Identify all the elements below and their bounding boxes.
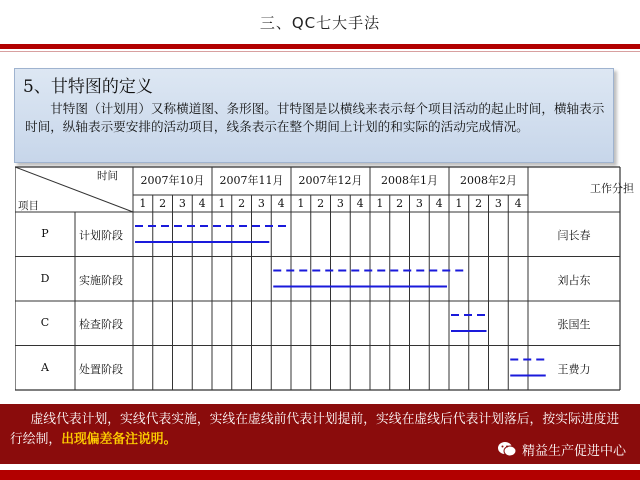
row-code-C: C [40, 316, 50, 330]
bottom-divider [0, 470, 640, 480]
month-label: 2007年10月 [140, 174, 205, 187]
definition-box [14, 68, 614, 163]
week-label: 2 [317, 197, 325, 210]
week-label: 1 [139, 197, 147, 210]
row-phase-label: 实施阶段 [79, 273, 123, 287]
week-label: 4 [356, 197, 364, 210]
week-label: 1 [376, 197, 384, 210]
note-body: 虚线代表计划，实线代表实施，实线在虚线前代表计划提前，实线在虚线后代表计划落后，按实际进度进行绘制， [10, 412, 620, 447]
row-owner-label: 刘占东 [557, 273, 591, 287]
week-label: 3 [257, 197, 265, 210]
row-owner-label: 张国生 [557, 318, 591, 332]
row-code-A: A [41, 360, 49, 374]
gantt-chart [15, 166, 634, 392]
month-label: 2007年12月 [298, 174, 363, 187]
week-label: 1 [455, 197, 463, 210]
week-label: 2 [396, 197, 404, 210]
row-owner-label: 闫长春 [557, 229, 591, 243]
week-label: 2 [238, 197, 246, 210]
row-phase-label: 计划阶段 [79, 229, 123, 243]
watermark [497, 439, 626, 459]
week-label: 4 [514, 197, 522, 210]
week-label: 2 [159, 197, 167, 210]
week-label: 3 [494, 197, 502, 210]
week-label: 2 [475, 197, 483, 210]
week-label: 4 [435, 197, 443, 210]
header-owner-label: 工作分担 [590, 182, 634, 195]
watermark-text: 精益生产促进中心 [521, 443, 626, 459]
week-label: 3 [336, 197, 344, 210]
top-divider-thin [0, 51, 640, 52]
row-phase-label: 检查阶段 [79, 318, 123, 332]
row-owner-label: 王费力 [557, 362, 591, 376]
header-item-label: 项目 [18, 200, 39, 212]
note-highlight: 出现偏差备注说明。 [61, 432, 177, 447]
week-label: 1 [218, 197, 226, 210]
definition-body: 甘特图（计划用）又称横道图、条形图。甘特图是以横线来表示每个项目活动的起止时间，横轴表示时间，纵轴表示要安排的活动项目，线条表示在整个期间上计划的和实际的活动完成情况。 [25, 101, 605, 134]
row-code-D: D [40, 271, 50, 285]
row-code-P: P [41, 227, 49, 241]
top-divider [0, 44, 640, 49]
week-label: 4 [198, 197, 206, 210]
wechat-icon [497, 441, 517, 457]
month-label: 2008年2月 [460, 174, 517, 187]
week-label: 3 [178, 197, 186, 210]
month-label: 2007年11月 [219, 174, 284, 187]
header-time-label: 时间 [97, 170, 118, 182]
week-label: 4 [277, 197, 285, 210]
row-phase-label: 处置阶段 [79, 362, 123, 376]
slide-title: 三、QC七大手法 [259, 14, 381, 32]
definition-heading: 5、甘特图的定义 [23, 77, 153, 97]
week-label: 3 [415, 197, 423, 210]
month-label: 2008年1月 [381, 174, 438, 187]
week-label: 1 [297, 197, 305, 210]
